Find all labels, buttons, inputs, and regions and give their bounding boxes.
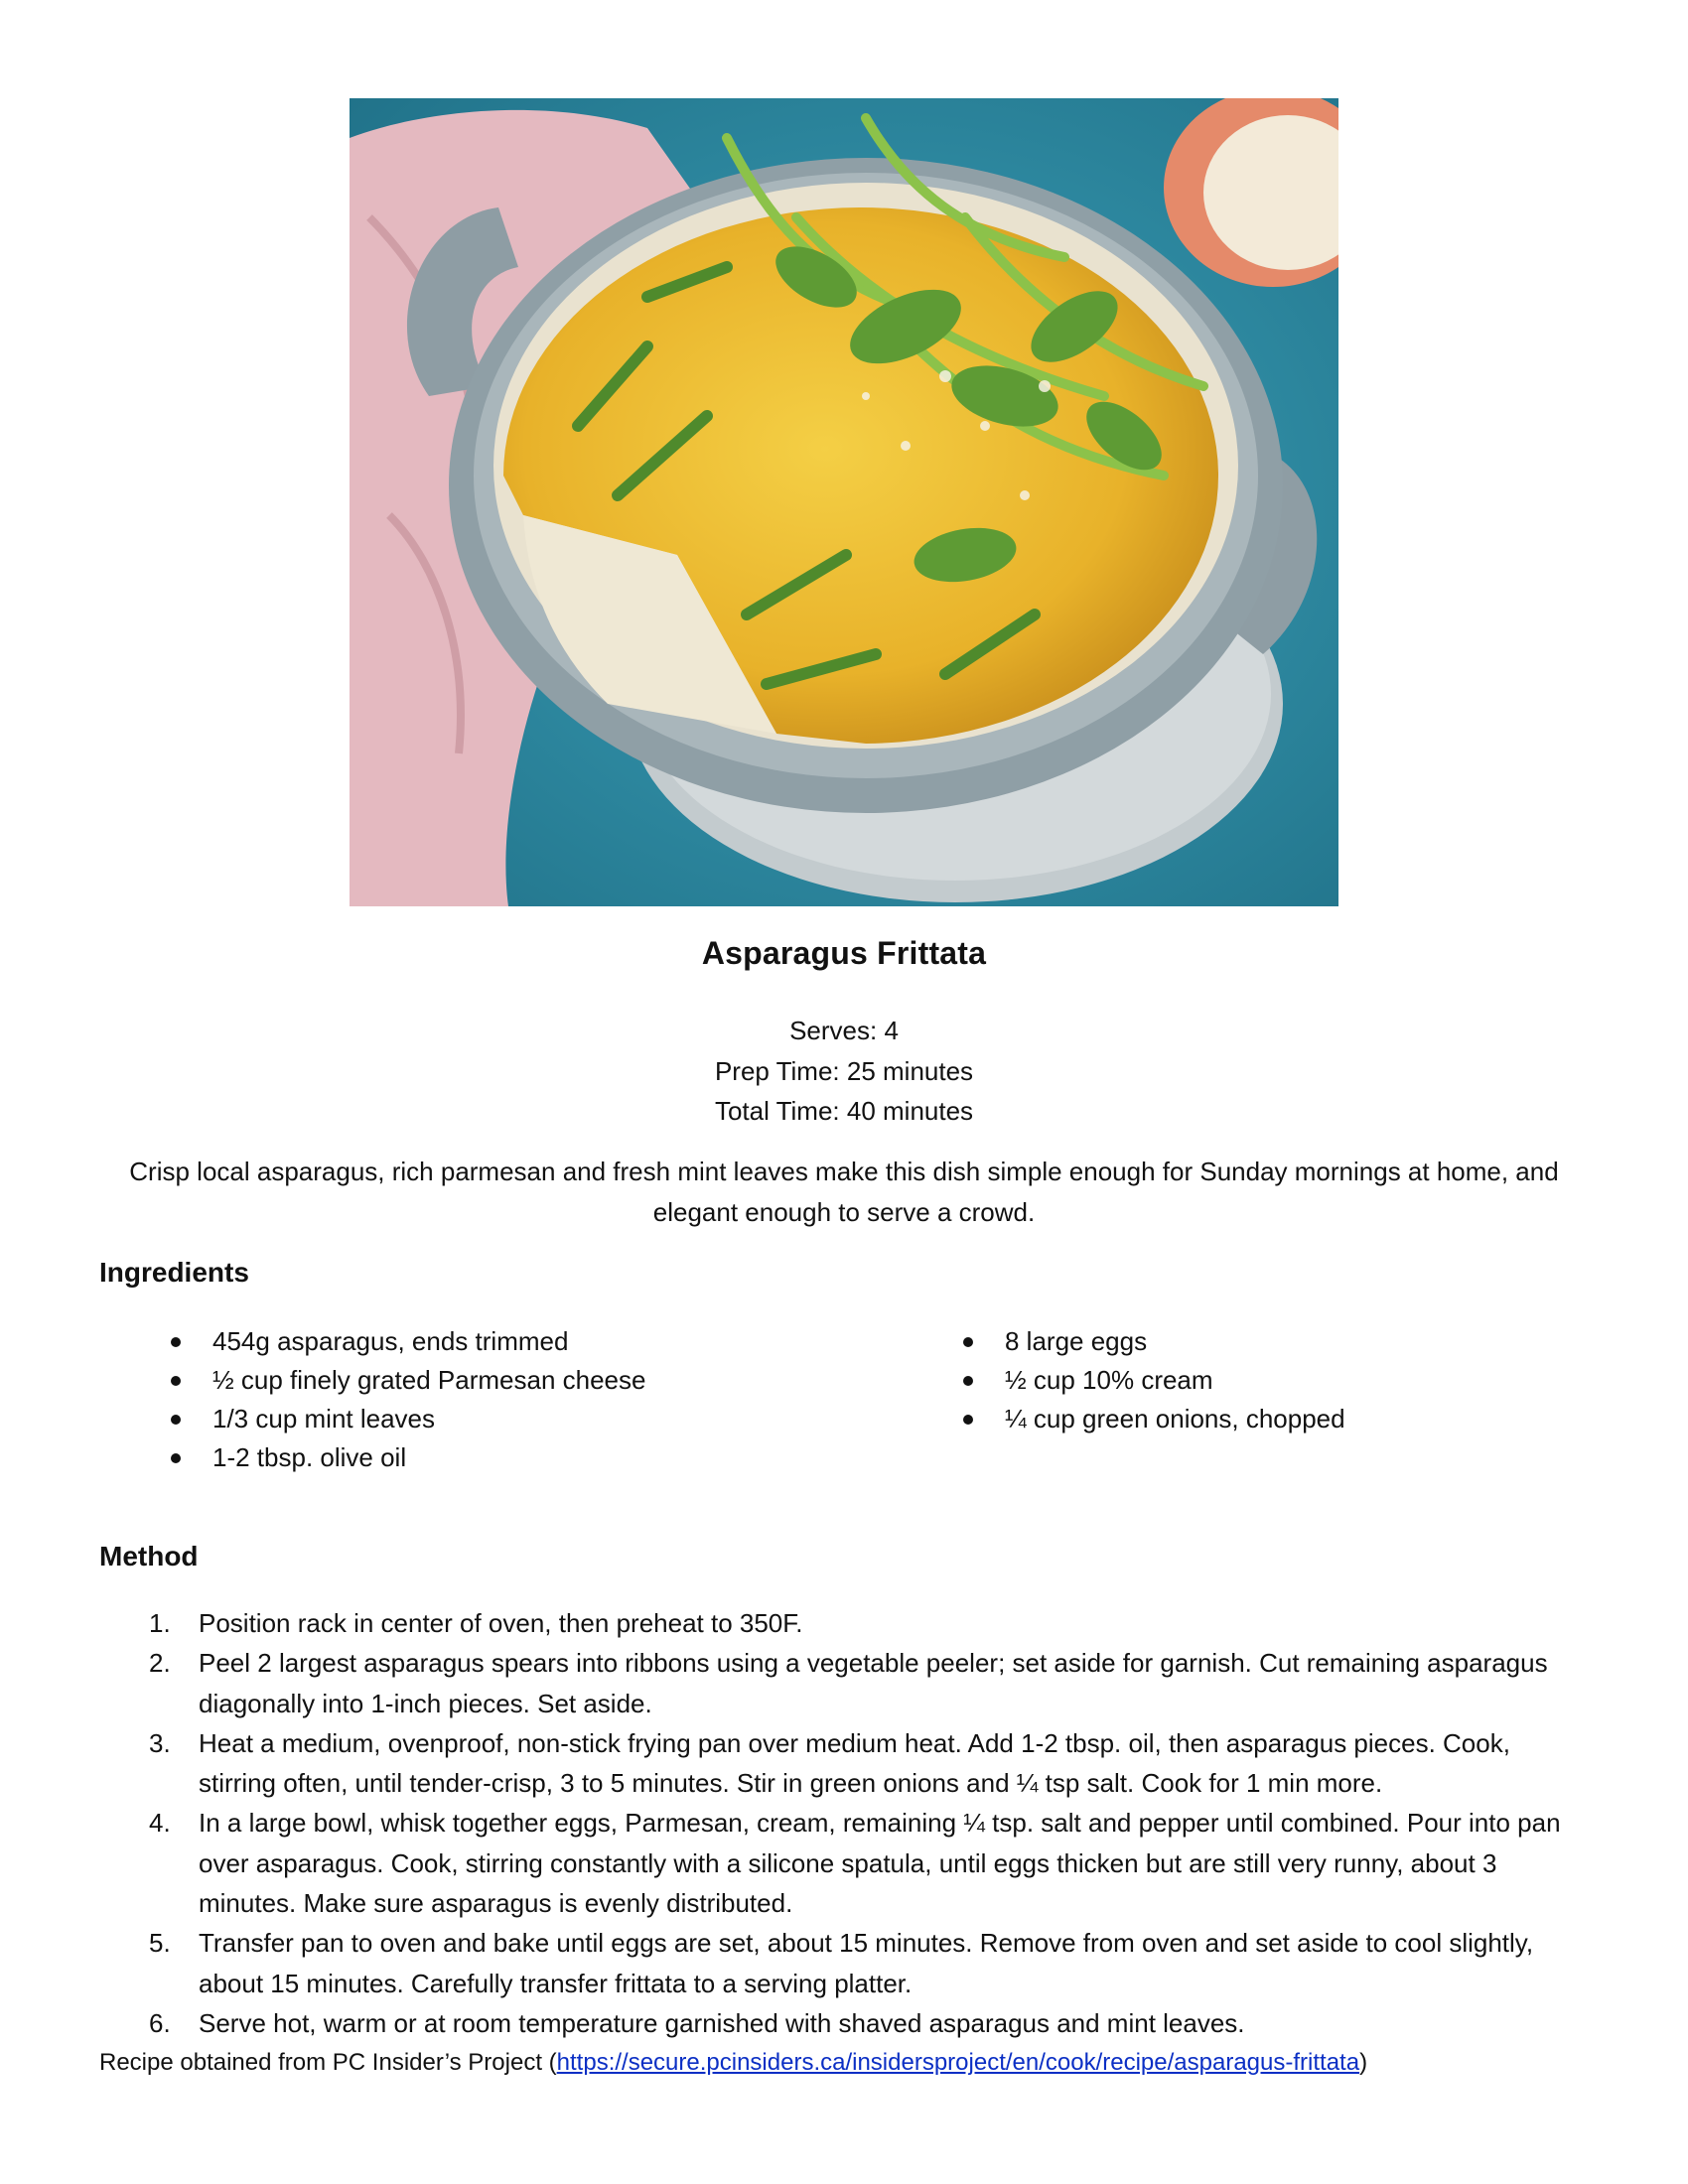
step-number: 6. xyxy=(149,2007,171,2038)
step-number: 5. xyxy=(149,1928,171,1959)
total-time-text: Total Time: 40 minutes xyxy=(714,1096,974,1126)
ingredient-text: ½ cup finely grated Parmesan cheese xyxy=(212,1365,646,1395)
source-link[interactable]: https://secure.pcinsiders.ca/insidersproject/en/cook/recipe/asparagus-frittata xyxy=(556,2049,1360,2076)
bullet-icon xyxy=(171,1337,181,1347)
bullet-icon xyxy=(171,1415,181,1425)
recipe-title: Asparagus Frittata xyxy=(701,935,987,971)
step-number: 3. xyxy=(149,1727,171,1758)
method-step xyxy=(149,1923,1569,2003)
serves-text: Serves: 4 xyxy=(789,1016,899,1045)
ingredient-item xyxy=(963,1322,1345,1361)
ingredient-text: 1/3 cup mint leaves xyxy=(212,1404,436,1433)
step-number: 4. xyxy=(149,1808,171,1839)
bullet-icon xyxy=(171,1453,181,1463)
recipe-source xyxy=(99,2043,1367,2083)
ingredient-text: 1-2 tbsp. olive oil xyxy=(212,1442,407,1472)
ingredient-item xyxy=(171,1361,645,1400)
ingredient-item xyxy=(171,1400,645,1438)
bullet-icon xyxy=(963,1376,973,1386)
ingredients-list-left xyxy=(171,1322,645,1477)
source-prefix: Recipe obtained from PC Insider’s Project ( xyxy=(99,2049,557,2076)
method-steps xyxy=(149,1603,1569,2043)
ingredient-item xyxy=(171,1438,645,1477)
method-heading: Method xyxy=(99,1541,199,1571)
bullet-icon xyxy=(963,1337,973,1347)
method-step xyxy=(149,1803,1569,1923)
ingredient-text: ½ cup 10% cream xyxy=(1005,1365,1213,1395)
step-text: Serve hot, warm or at room temperature garnished with shaved asparagus and mint leaves. xyxy=(199,2007,1245,2038)
recipe-meta xyxy=(0,1011,1688,1132)
step-number: 2. xyxy=(149,1648,171,1679)
prep-time-text: Prep Time: 25 minutes xyxy=(714,1055,974,1086)
ingredient-text: 454g asparagus, ends trimmed xyxy=(212,1326,569,1356)
ingredient-item xyxy=(963,1361,1345,1400)
ingredient-item xyxy=(171,1322,645,1361)
step-text: Position rack in center of oven, then preheat to 350F. xyxy=(199,1608,803,1638)
step-text: Heat a medium, ovenproof, non-stick frying pan over medium heat. Add 1-2 tbsp. oil, then asparagus pieces. Cook, stirring often, until tender-crisp, 3 to 5 minutes. Stir in green onions and ¼ tsp salt. Cook for 1 min more. xyxy=(199,1727,1510,1799)
method-step xyxy=(149,1603,1569,1643)
step-text: Transfer pan to oven and bake until eggs are set, about 15 minutes. Remove from oven and set aside to cool slightly, about 15 minutes. Carefully transfer frittata to a serving platter. xyxy=(199,1928,1534,1998)
method-step xyxy=(149,2003,1569,2043)
step-text: Peel 2 largest asparagus spears into ribbons using a vegetable peeler; set aside for garnish. Cut remaining asparagus diagonally into 1-inch pieces. Set aside. xyxy=(199,1648,1548,1718)
method-step xyxy=(149,1643,1569,1723)
ingredient-item xyxy=(963,1400,1345,1438)
bullet-icon xyxy=(963,1415,973,1425)
ingredients-list-right xyxy=(963,1322,1345,1438)
ingredients-heading: Ingredients xyxy=(99,1257,249,1288)
step-number: 1. xyxy=(149,1608,171,1638)
ingredient-text: 8 large eggs xyxy=(1005,1326,1148,1356)
recipe-intro: Crisp local asparagus, rich parmesan and fresh mint leaves make this dish simple enough for Sunday mornings at home, and elegant enough to serve a crowd. xyxy=(129,1157,1559,1227)
step-text: In a large bowl, whisk together eggs, Parmesan, cream, remaining ¼ tsp. salt and pepper until combined. Pour into pan over asparagus. Cook, stirring constantly with a silicone spatula, until eggs thicken but are still very runny, about 3 minutes. Make sure asparagus is evenly distributed. xyxy=(199,1808,1561,1919)
frittata-photo xyxy=(350,98,1338,906)
bullet-icon xyxy=(171,1376,181,1386)
method-step xyxy=(149,1723,1569,1804)
source-suffix: ) xyxy=(1359,2049,1368,2076)
ingredient-text: ¼ cup green onions, chopped xyxy=(1005,1404,1345,1433)
